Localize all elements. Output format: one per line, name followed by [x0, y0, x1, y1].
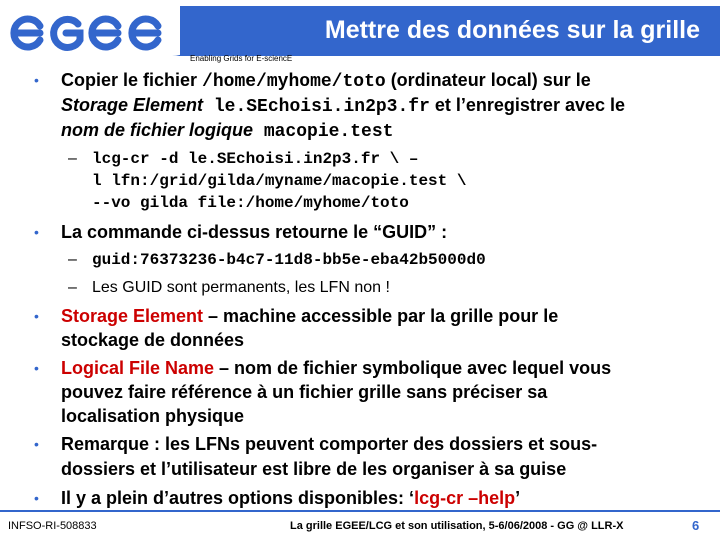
bullet-1-text: et l’enregistrer avec le	[429, 95, 625, 115]
bullet-3-line-1	[61, 306, 558, 327]
bullet-5-line-2: dossiers et l’utilisateur est libre de les organiser à sa guise	[61, 459, 567, 479]
bullet-marker: •	[34, 490, 39, 506]
guid-value: guid:76373236-b4c7-11d8-bb5e-eba42b5000d0	[92, 251, 486, 269]
bullet-5-line-1: Remarque : les LFNs peuvent comporter des dossiers et sous-	[61, 434, 598, 454]
bullet-1-line-3	[61, 120, 393, 142]
bullet-marker: •	[34, 436, 39, 452]
bullet-6-text: ’	[515, 488, 521, 508]
command-line-3: --vo gilda file:/home/myhome/toto	[92, 194, 409, 212]
storage-element-definition-term: Storage Element	[61, 306, 204, 326]
lfn-name: macopie.test	[253, 122, 394, 142]
bullet-marker: •	[34, 360, 39, 376]
bullet-marker: •	[34, 72, 39, 88]
bullet-4-text: – nom de fichier symbolique avec lequel vous	[214, 358, 612, 378]
bullet-1-line-1	[61, 70, 591, 92]
bullet-4-line-3: localisation physique	[61, 406, 245, 426]
help-command: lcg-cr –help	[414, 488, 516, 508]
page-number: 6	[692, 518, 700, 533]
bullet-1-text: Copier le fichier	[61, 70, 203, 90]
project-id: INFSO-RI-508833	[8, 520, 97, 532]
bullet-6-line	[61, 488, 520, 509]
slide-footer	[0, 510, 720, 540]
local-path: /home/myhome/toto	[202, 72, 386, 92]
tagline: Enabling Grids for E-sciencE	[190, 54, 293, 63]
storage-element-term: Storage Element	[61, 95, 204, 115]
sub-dash: –	[68, 251, 77, 268]
guid-note: Les GUID sont permanents, les LFN non !	[92, 279, 390, 296]
bullet-4-line-1	[61, 358, 611, 379]
bullet-2-text: La commande ci-dessus retourne le “GUID” :	[61, 222, 448, 242]
bullet-3-line-2: stockage de données	[61, 330, 245, 350]
footer-caption: La grille EGEE/LCG et son utilisation, 5-6/06/2008 - GG @ LLR-X	[290, 520, 624, 532]
footer-divider	[0, 510, 720, 512]
bullet-4-line-2: pouvez faire référence à un fichier grille sans préciser sa	[61, 382, 548, 402]
lfn-term: nom de fichier logique	[61, 120, 254, 140]
bullet-1-text: (ordinateur local) sur le	[385, 70, 591, 90]
slide-title: Mettre des données sur la grille	[324, 16, 700, 44]
command-line-1: lcg-cr -d le.SEchoisi.in2p3.fr \ –	[92, 150, 419, 168]
sub-dash: –	[68, 150, 77, 167]
bullet-3-text: – machine accessible par la grille pour le	[203, 306, 559, 326]
bullet-marker: •	[34, 224, 39, 240]
bullet-1-line-2	[61, 95, 625, 117]
sub-dash: –	[68, 279, 77, 296]
bullet-marker: •	[34, 308, 39, 324]
command-line-2: l lfn:/grid/gilda/myname/macopie.test \	[92, 172, 467, 190]
lfn-definition-term: Logical File Name	[61, 358, 215, 378]
se-hostname: le.SEchoisi.in2p3.fr	[203, 97, 430, 117]
bullet-6-text: Il y a plein d’autres options disponibles: ‘	[61, 488, 415, 508]
